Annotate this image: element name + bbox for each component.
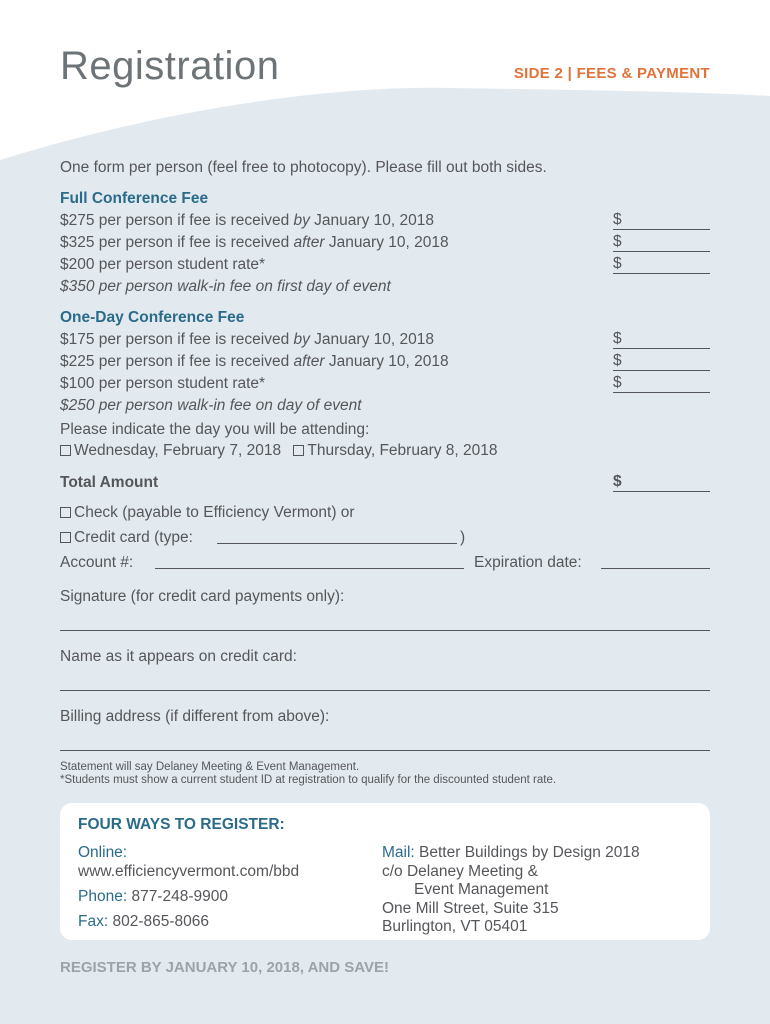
intro-text: One form per person (feel free to photocopy). Please fill out both sides. [60,159,547,176]
mail-line-5: Burlington, VT 05401 [382,918,528,935]
account-number-field[interactable] [155,568,464,569]
register-heading: FOUR WAYS TO REGISTER: [78,816,285,833]
one-day-line-early: $175 per person if fee is received by January 10, 2018 [60,331,434,348]
full-fee-line-late: $325 per person if fee is received after January 10, 2018 [60,234,449,251]
mail-line-4: One Mill Street, Suite 315 [382,900,559,917]
signature-field[interactable] [60,630,710,631]
mail-line-3: Event Management [414,881,549,898]
one-day-heading: One-Day Conference Fee [60,309,245,326]
fax-line: Fax: 802-865-8066 [78,913,209,930]
thursday-checkbox[interactable] [293,445,304,456]
wednesday-checkbox[interactable] [60,445,71,456]
credit-type-field[interactable] [217,543,457,544]
name-on-card-field[interactable] [60,690,710,691]
statement-note: Statement will say Delaney Meeting & Event Management. [60,761,360,773]
check-checkbox[interactable] [60,507,71,518]
one-day-line-walkin: $250 per person walk-in fee on day of event [60,397,362,414]
billing-address-label: Billing address (if different from above): [60,708,330,725]
credit-checkbox[interactable] [60,532,71,543]
one-day-late-amount-field[interactable]: $ [613,353,710,371]
billing-address-field[interactable] [60,750,710,751]
thursday-label: Thursday, February 8, 2018 [307,442,498,459]
full-fee-line-early: $275 per person if fee is received by January 10, 2018 [60,212,434,229]
one-day-student-amount-field[interactable]: $ [613,375,710,393]
credit-close-paren: ) [460,529,466,546]
full-fee-student-amount-field[interactable]: $ [613,256,710,274]
credit-option: Credit card (type: [60,529,193,547]
one-day-line-student: $100 per person student rate* [60,375,266,392]
full-fee-early-amount-field[interactable]: $ [613,212,710,230]
register-deadline-banner: REGISTER BY JANUARY 10, 2018, AND SAVE! [60,959,389,976]
one-day-early-amount-field[interactable]: $ [613,331,710,349]
day-options [60,442,498,460]
wednesday-label: Wednesday, February 7, 2018 [74,442,282,459]
one-day-line-late: $225 per person if fee is received after January 10, 2018 [60,353,449,370]
expiration-label: Expiration date: [474,554,582,571]
full-fee-late-amount-field[interactable]: $ [613,234,710,252]
name-on-card-label: Name as it appears on credit card: [60,648,297,665]
phone-line: Phone: 877-248-9900 [78,888,228,905]
page-title: Registration [60,44,280,88]
total-label: Total Amount [60,474,159,491]
register-box [60,803,710,940]
expiration-date-field[interactable] [601,568,710,569]
account-label: Account #: [60,554,134,571]
mail-line-1: Mail: Better Buildings by Design 2018 [382,844,640,861]
mail-line-2: c/o Delaney Meeting & [382,863,538,880]
online-label: Online: [78,844,128,861]
full-fee-line-student: $200 per person student rate* [60,256,266,273]
signature-label: Signature (for credit card payments only): [60,588,345,605]
total-amount-field[interactable]: $ [613,474,710,492]
online-url[interactable]: www.efficiencyvermont.com/bbd [78,863,300,880]
full-conference-heading: Full Conference Fee [60,190,209,207]
student-note: *Students must show a current student ID at registration to qualify for the discounted student rate. [60,774,557,786]
attend-prompt: Please indicate the day you will be attending: [60,421,370,438]
side-label: SIDE 2 | FEES & PAYMENT [513,65,710,82]
full-fee-line-walkin: $350 per person walk-in fee on first day of event [60,278,391,295]
check-option: Check (payable to Efficiency Vermont) or [60,504,355,522]
